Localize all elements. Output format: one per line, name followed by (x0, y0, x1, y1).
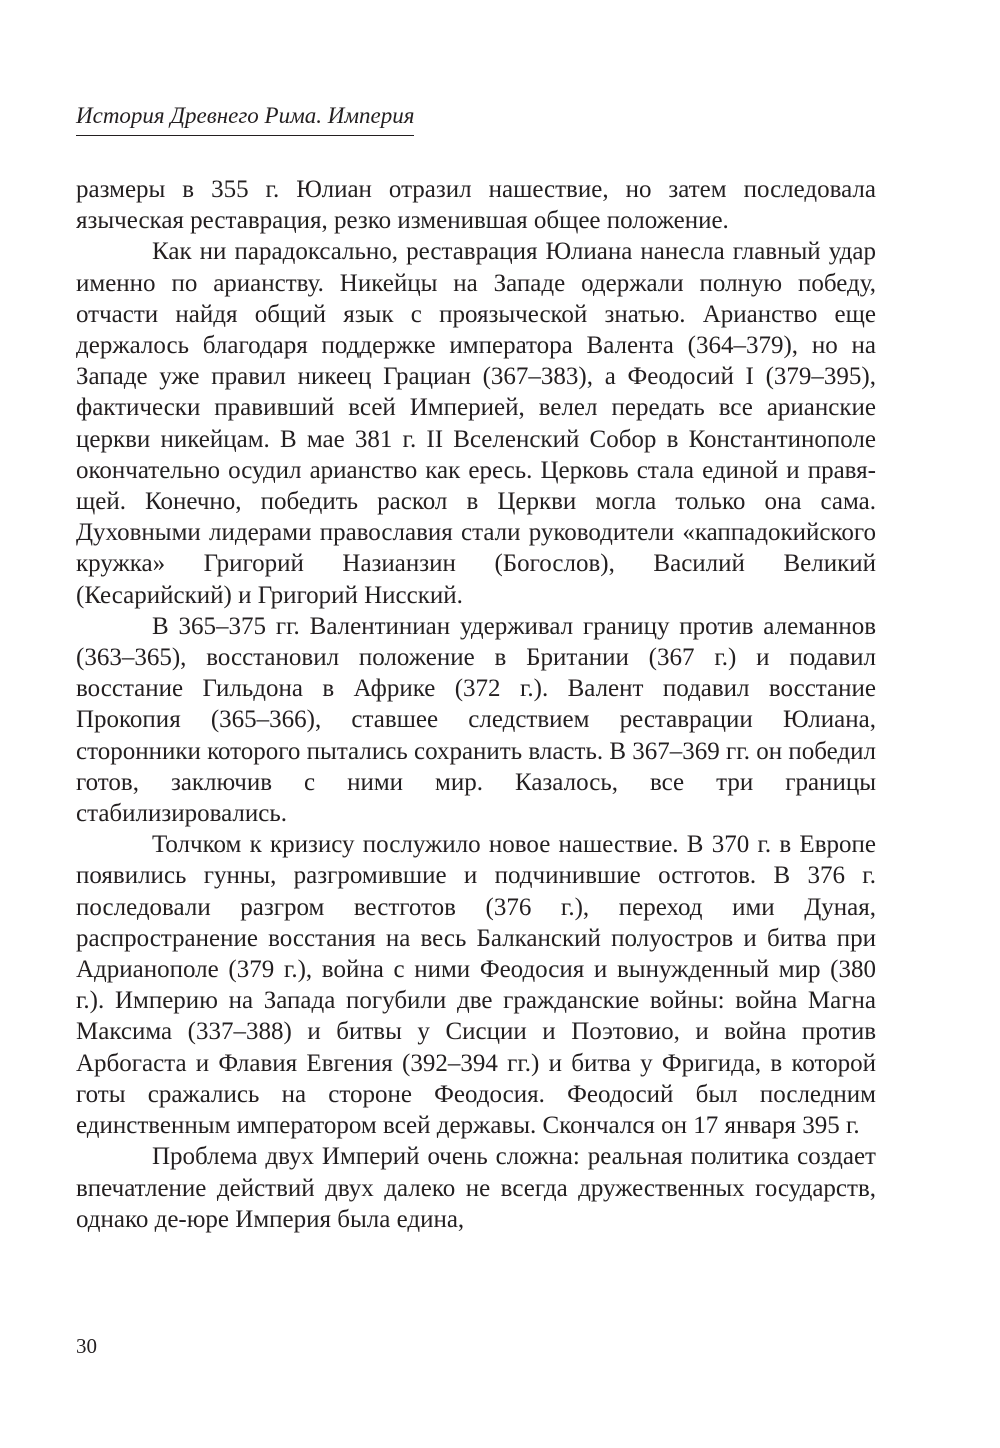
body-text (76, 174, 876, 1235)
running-head-title: История Древнего Рима. Империя (76, 102, 414, 136)
paragraph-5: Проблема двух Империй очень сложна: реальная политика создает впечатление действий двух далеко не всегда дружественных государств, однако де-юре Империя была едина, (76, 1143, 876, 1233)
paragraph-3: В 365–375 гг. Валентиниан удерживал границу против алеманнов (363–365), восстановил положение в Британии (367 г.) и подавил восстание Гильдона в Африке (372 г.). Валент подавил восстание Прокопия (365–366), ставшее следствием реставрации Юлиана, сторонники которого пытались сохранить власть. В 367–369 гг. он победил готов, заключив с ними мир. Казалось, все три границы стабилизировались. (76, 612, 876, 828)
paragraph-2: Как ни парадоксально, реставрация Юлиана нанесла главный удар именно по арианству. Никейцы на Западе одержали полную победу, отчасти найдя общий язык с проязыческой знатью. Арианство еще держалось благодаря поддержке императора Валента (364–379), но на Западе уже правил никеец Грациан (367–383), а Феодосий I (379–395), фактически правивший всей Империей, велел передать все арианские церкви никейцам. В мае 381 г. II Вселенский Собор в Константинополе окончательно осудил арианство как ересь. Церковь стала единой и правящей. Конечно, победить раскол в Церкви могла только она сама. Духовными лидерами православия стали руководители «каппадокийского кружка» Григорий Назианзин (Богослов), Василий Великий (Кесарийский) и Григорий Нисский. (76, 238, 876, 609)
paragraph-4: Толчком к кризису послужило новое нашествие. В 370 г. в Европе появились гунны, разгромившие и подчинившие остготов. В 376 г. последовали разгром вестготов (376 г.), переход ими Дуная, распространение восстания на весь Балканский полуостров и битва при Адрианополе (379 г.), война с ними Феодосия и вынужденный мир (380 г.). Империю на Запада погубили две гражданские войны: война Магна Максима (337–388) и битвы у Сисции и Поэтовио, и война против Арбогаста и Флавия Евгения (392–394 гг.) и битва у Фригида, в которой готы сражались на стороне Феодосия. Феодосий был последним единственным императором всей державы. Скончался он 17 января 395 г. (76, 831, 876, 1140)
page-number: 30 (76, 1334, 97, 1358)
paragraph-1: размеры в 355 г. Юлиан отразил нашествие, но затем последовала языческая реставрация, резко изменившая общее положение. (76, 176, 876, 235)
